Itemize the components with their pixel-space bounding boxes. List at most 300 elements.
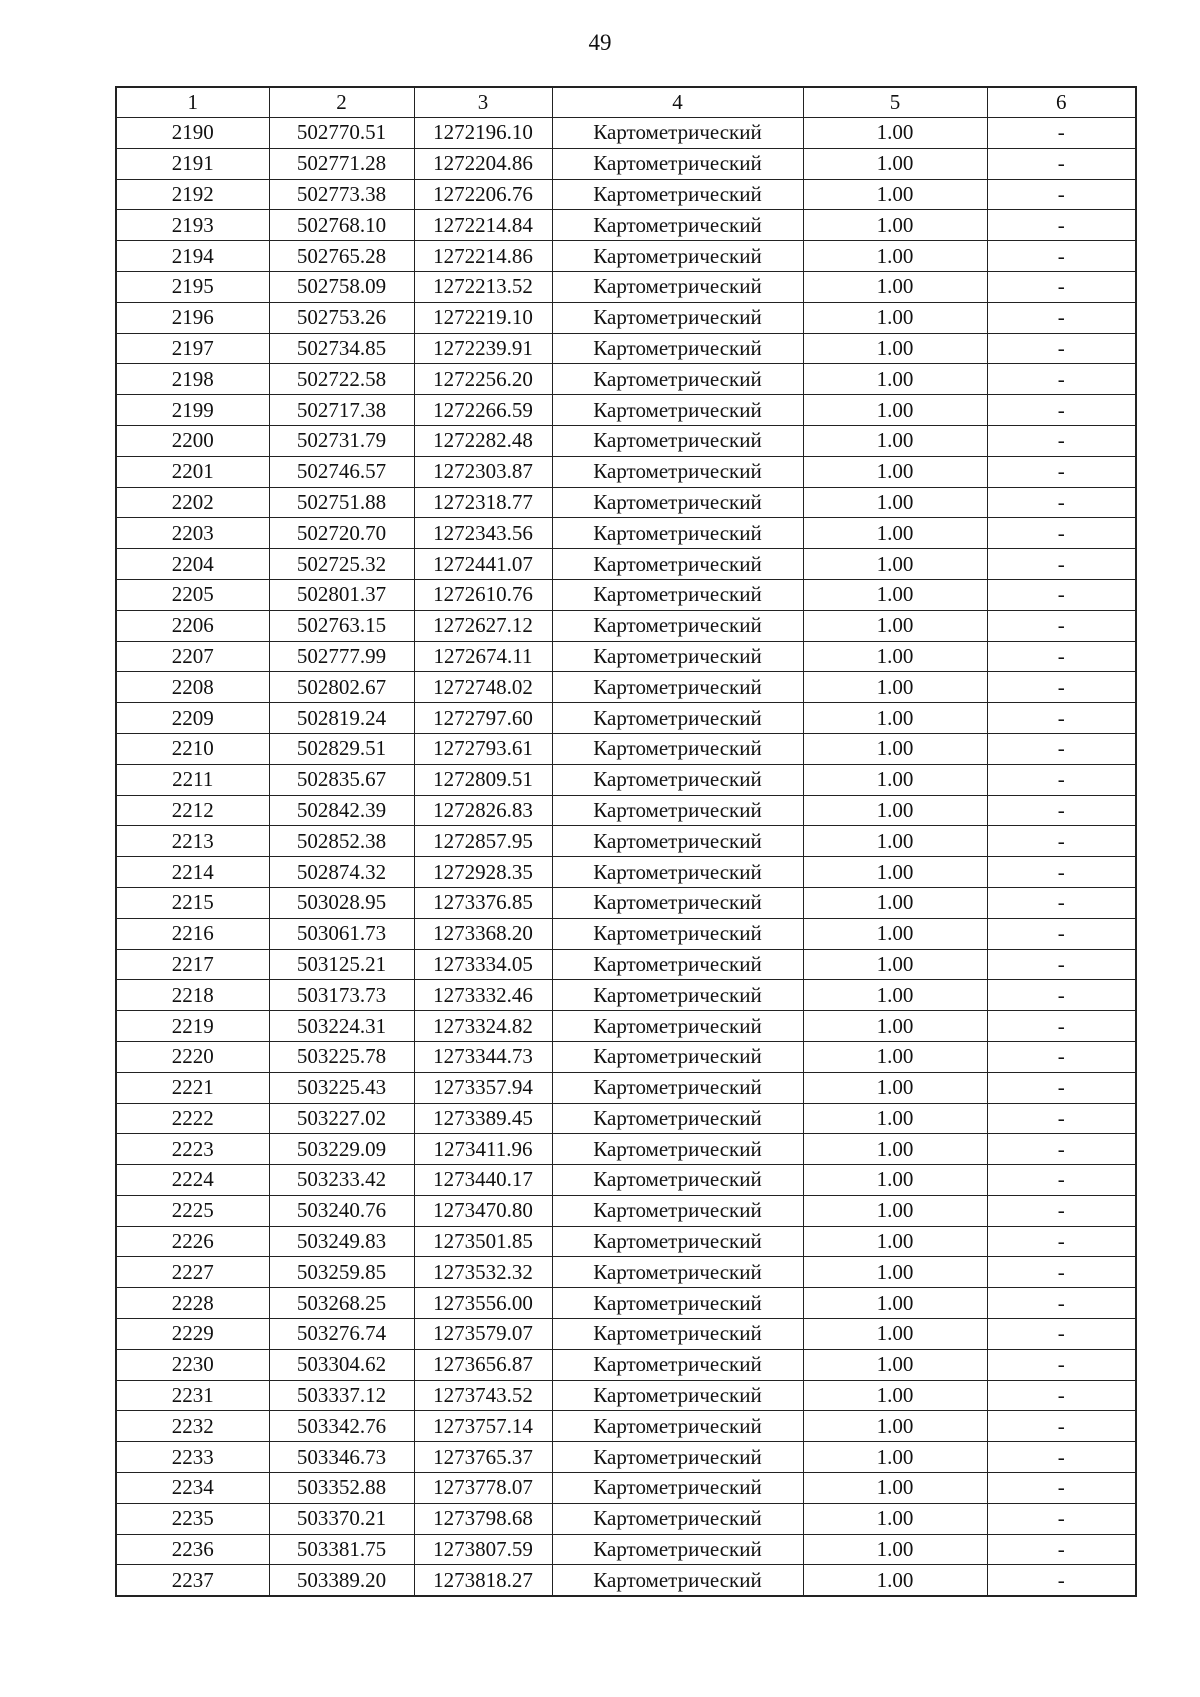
point-number-cell: 2237 [116, 1565, 269, 1596]
x-coordinate-cell: 503370.21 [269, 1503, 414, 1534]
y-coordinate-cell: 1273440.17 [414, 1165, 552, 1196]
accuracy-cell: 1.00 [803, 857, 987, 888]
method-cell: Картометрический [552, 1473, 803, 1504]
column-header-6: 6 [987, 87, 1136, 118]
point-number-cell: 2231 [116, 1380, 269, 1411]
y-coordinate-cell: 1272318.77 [414, 487, 552, 518]
y-coordinate-cell: 1272282.48 [414, 425, 552, 456]
description-cell: - [987, 1041, 1136, 1072]
description-cell: - [987, 271, 1136, 302]
method-cell: Картометрический [552, 118, 803, 149]
accuracy-cell: 1.00 [803, 241, 987, 272]
point-number-cell: 2224 [116, 1165, 269, 1196]
method-cell: Картометрический [552, 241, 803, 272]
y-coordinate-cell: 1273757.14 [414, 1411, 552, 1442]
accuracy-cell: 1.00 [803, 764, 987, 795]
table-row [116, 1226, 1136, 1257]
accuracy-cell: 1.00 [803, 210, 987, 241]
method-cell: Картометрический [552, 487, 803, 518]
method-cell: Картометрический [552, 641, 803, 672]
column-header-4: 4 [552, 87, 803, 118]
accuracy-cell: 1.00 [803, 1503, 987, 1534]
y-coordinate-cell: 1272256.20 [414, 364, 552, 395]
method-cell: Картометрический [552, 1226, 803, 1257]
point-number-cell: 2232 [116, 1411, 269, 1442]
table-row [116, 518, 1136, 549]
description-cell: - [987, 1195, 1136, 1226]
method-cell: Картометрический [552, 733, 803, 764]
method-cell: Картометрический [552, 425, 803, 456]
method-cell: Картометрический [552, 579, 803, 610]
accuracy-cell: 1.00 [803, 1165, 987, 1196]
description-cell: - [987, 1072, 1136, 1103]
y-coordinate-cell: 1272627.12 [414, 610, 552, 641]
y-coordinate-cell: 1273778.07 [414, 1473, 552, 1504]
x-coordinate-cell: 503229.09 [269, 1134, 414, 1165]
description-cell: - [987, 549, 1136, 580]
point-number-cell: 2192 [116, 179, 269, 210]
x-coordinate-cell: 502777.99 [269, 641, 414, 672]
y-coordinate-cell: 1273470.80 [414, 1195, 552, 1226]
y-coordinate-cell: 1273411.96 [414, 1134, 552, 1165]
accuracy-cell: 1.00 [803, 1257, 987, 1288]
point-number-cell: 2235 [116, 1503, 269, 1534]
description-cell: - [987, 210, 1136, 241]
y-coordinate-cell: 1272826.83 [414, 795, 552, 826]
description-cell: - [987, 980, 1136, 1011]
table-row [116, 118, 1136, 149]
description-cell: - [987, 1442, 1136, 1473]
x-coordinate-cell: 502801.37 [269, 579, 414, 610]
point-number-cell: 2195 [116, 271, 269, 302]
description-cell: - [987, 1165, 1136, 1196]
accuracy-cell: 1.00 [803, 579, 987, 610]
accuracy-cell: 1.00 [803, 672, 987, 703]
method-cell: Картометрический [552, 1041, 803, 1072]
y-coordinate-cell: 1273532.32 [414, 1257, 552, 1288]
y-coordinate-cell: 1273501.85 [414, 1226, 552, 1257]
description-cell: - [987, 241, 1136, 272]
table-row [116, 1319, 1136, 1350]
table-row [116, 1442, 1136, 1473]
table-row [116, 549, 1136, 580]
column-header-2: 2 [269, 87, 414, 118]
accuracy-cell: 1.00 [803, 1041, 987, 1072]
table-row [116, 887, 1136, 918]
y-coordinate-cell: 1273324.82 [414, 1011, 552, 1042]
table-row [116, 703, 1136, 734]
point-number-cell: 2236 [116, 1534, 269, 1565]
table-row [116, 1473, 1136, 1504]
accuracy-cell: 1.00 [803, 179, 987, 210]
accuracy-cell: 1.00 [803, 1134, 987, 1165]
x-coordinate-cell: 502802.67 [269, 672, 414, 703]
y-coordinate-cell: 1272239.91 [414, 333, 552, 364]
method-cell: Картометрический [552, 1534, 803, 1565]
point-number-cell: 2193 [116, 210, 269, 241]
table-row [116, 1103, 1136, 1134]
point-number-cell: 2199 [116, 395, 269, 426]
x-coordinate-cell: 502717.38 [269, 395, 414, 426]
x-coordinate-cell: 502829.51 [269, 733, 414, 764]
y-coordinate-cell: 1272797.60 [414, 703, 552, 734]
table-row [116, 456, 1136, 487]
accuracy-cell: 1.00 [803, 703, 987, 734]
y-coordinate-cell: 1272213.52 [414, 271, 552, 302]
description-cell: - [987, 333, 1136, 364]
table-row [116, 1349, 1136, 1380]
y-coordinate-cell: 1272219.10 [414, 302, 552, 333]
description-cell: - [987, 610, 1136, 641]
table-row [116, 949, 1136, 980]
description-cell: - [987, 456, 1136, 487]
point-number-cell: 2228 [116, 1288, 269, 1319]
description-cell: - [987, 518, 1136, 549]
description-cell: - [987, 1473, 1136, 1504]
description-cell: - [987, 733, 1136, 764]
method-cell: Картометрический [552, 918, 803, 949]
accuracy-cell: 1.00 [803, 487, 987, 518]
point-number-cell: 2197 [116, 333, 269, 364]
x-coordinate-cell: 502758.09 [269, 271, 414, 302]
accuracy-cell: 1.00 [803, 918, 987, 949]
point-number-cell: 2200 [116, 425, 269, 456]
accuracy-cell: 1.00 [803, 1195, 987, 1226]
point-number-cell: 2202 [116, 487, 269, 518]
column-header-1: 1 [116, 87, 269, 118]
point-number-cell: 2196 [116, 302, 269, 333]
point-number-cell: 2230 [116, 1349, 269, 1380]
method-cell: Картометрический [552, 1257, 803, 1288]
y-coordinate-cell: 1273656.87 [414, 1349, 552, 1380]
accuracy-cell: 1.00 [803, 333, 987, 364]
description-cell: - [987, 364, 1136, 395]
method-cell: Картометрический [552, 179, 803, 210]
point-number-cell: 2217 [116, 949, 269, 980]
table-row [116, 241, 1136, 272]
method-cell: Картометрический [552, 610, 803, 641]
accuracy-cell: 1.00 [803, 148, 987, 179]
point-number-cell: 2226 [116, 1226, 269, 1257]
x-coordinate-cell: 502819.24 [269, 703, 414, 734]
description-cell: - [987, 703, 1136, 734]
point-number-cell: 2233 [116, 1442, 269, 1473]
y-coordinate-cell: 1272441.07 [414, 549, 552, 580]
x-coordinate-cell: 503352.88 [269, 1473, 414, 1504]
point-number-cell: 2219 [116, 1011, 269, 1042]
accuracy-cell: 1.00 [803, 271, 987, 302]
point-number-cell: 2205 [116, 579, 269, 610]
accuracy-cell: 1.00 [803, 795, 987, 826]
y-coordinate-cell: 1273579.07 [414, 1319, 552, 1350]
x-coordinate-cell: 502746.57 [269, 456, 414, 487]
description-cell: - [987, 118, 1136, 149]
x-coordinate-cell: 503346.73 [269, 1442, 414, 1473]
table-row [116, 1072, 1136, 1103]
y-coordinate-cell: 1273376.85 [414, 887, 552, 918]
accuracy-cell: 1.00 [803, 395, 987, 426]
x-coordinate-cell: 502770.51 [269, 118, 414, 149]
method-cell: Картометрический [552, 148, 803, 179]
accuracy-cell: 1.00 [803, 826, 987, 857]
x-coordinate-cell: 502734.85 [269, 333, 414, 364]
x-coordinate-cell: 503225.43 [269, 1072, 414, 1103]
table-row [116, 179, 1136, 210]
table-row [116, 764, 1136, 795]
y-coordinate-cell: 1272928.35 [414, 857, 552, 888]
method-cell: Картометрический [552, 364, 803, 395]
table-row [116, 980, 1136, 1011]
point-number-cell: 2225 [116, 1195, 269, 1226]
x-coordinate-cell: 503381.75 [269, 1534, 414, 1565]
point-number-cell: 2229 [116, 1319, 269, 1350]
description-cell: - [987, 826, 1136, 857]
description-cell: - [987, 641, 1136, 672]
point-number-cell: 2194 [116, 241, 269, 272]
table-row [116, 1011, 1136, 1042]
table-row [116, 1380, 1136, 1411]
y-coordinate-cell: 1272793.61 [414, 733, 552, 764]
method-cell: Картометрический [552, 1411, 803, 1442]
accuracy-cell: 1.00 [803, 1534, 987, 1565]
x-coordinate-cell: 503268.25 [269, 1288, 414, 1319]
accuracy-cell: 1.00 [803, 456, 987, 487]
point-number-cell: 2213 [116, 826, 269, 857]
accuracy-cell: 1.00 [803, 118, 987, 149]
x-coordinate-cell: 503240.76 [269, 1195, 414, 1226]
point-number-cell: 2190 [116, 118, 269, 149]
method-cell: Картометрический [552, 1503, 803, 1534]
accuracy-cell: 1.00 [803, 1349, 987, 1380]
coordinates-table [115, 86, 1137, 1597]
description-cell: - [987, 887, 1136, 918]
accuracy-cell: 1.00 [803, 610, 987, 641]
accuracy-cell: 1.00 [803, 518, 987, 549]
point-number-cell: 2198 [116, 364, 269, 395]
accuracy-cell: 1.00 [803, 1226, 987, 1257]
method-cell: Картометрический [552, 1134, 803, 1165]
description-cell: - [987, 579, 1136, 610]
description-cell: - [987, 1534, 1136, 1565]
y-coordinate-cell: 1272214.84 [414, 210, 552, 241]
x-coordinate-cell: 503337.12 [269, 1380, 414, 1411]
x-coordinate-cell: 502768.10 [269, 210, 414, 241]
point-number-cell: 2220 [116, 1041, 269, 1072]
y-coordinate-cell: 1273389.45 [414, 1103, 552, 1134]
table-row [116, 826, 1136, 857]
point-number-cell: 2215 [116, 887, 269, 918]
accuracy-cell: 1.00 [803, 302, 987, 333]
description-cell: - [987, 1011, 1136, 1042]
x-coordinate-cell: 503227.02 [269, 1103, 414, 1134]
y-coordinate-cell: 1272748.02 [414, 672, 552, 703]
description-cell: - [987, 672, 1136, 703]
table-row [116, 210, 1136, 241]
x-coordinate-cell: 503233.42 [269, 1165, 414, 1196]
accuracy-cell: 1.00 [803, 364, 987, 395]
description-cell: - [987, 764, 1136, 795]
description-cell: - [987, 1319, 1136, 1350]
y-coordinate-cell: 1272809.51 [414, 764, 552, 795]
accuracy-cell: 1.00 [803, 1565, 987, 1596]
description-cell: - [987, 918, 1136, 949]
method-cell: Картометрический [552, 1565, 803, 1596]
method-cell: Картометрический [552, 456, 803, 487]
table-row [116, 1134, 1136, 1165]
y-coordinate-cell: 1273334.05 [414, 949, 552, 980]
x-coordinate-cell: 503259.85 [269, 1257, 414, 1288]
table-row [116, 487, 1136, 518]
description-cell: - [987, 1380, 1136, 1411]
y-coordinate-cell: 1273556.00 [414, 1288, 552, 1319]
point-number-cell: 2214 [116, 857, 269, 888]
description-cell: - [987, 1503, 1136, 1534]
method-cell: Картометрический [552, 1349, 803, 1380]
method-cell: Картометрический [552, 1380, 803, 1411]
table-row [116, 1041, 1136, 1072]
y-coordinate-cell: 1273807.59 [414, 1534, 552, 1565]
description-cell: - [987, 302, 1136, 333]
point-number-cell: 2216 [116, 918, 269, 949]
column-header-3: 3 [414, 87, 552, 118]
method-cell: Картометрический [552, 1103, 803, 1134]
x-coordinate-cell: 503276.74 [269, 1319, 414, 1350]
y-coordinate-cell: 1272204.86 [414, 148, 552, 179]
method-cell: Картометрический [552, 1288, 803, 1319]
x-coordinate-cell: 502731.79 [269, 425, 414, 456]
description-cell: - [987, 179, 1136, 210]
table-row [116, 1503, 1136, 1534]
y-coordinate-cell: 1273332.46 [414, 980, 552, 1011]
accuracy-cell: 1.00 [803, 1011, 987, 1042]
method-cell: Картометрический [552, 302, 803, 333]
method-cell: Картометрический [552, 857, 803, 888]
y-coordinate-cell: 1273765.37 [414, 1442, 552, 1473]
method-cell: Картометрический [552, 795, 803, 826]
table-row [116, 1565, 1136, 1596]
table-row [116, 857, 1136, 888]
method-cell: Картометрический [552, 672, 803, 703]
point-number-cell: 2203 [116, 518, 269, 549]
x-coordinate-cell: 502835.67 [269, 764, 414, 795]
table-row [116, 425, 1136, 456]
x-coordinate-cell: 503389.20 [269, 1565, 414, 1596]
point-number-cell: 2210 [116, 733, 269, 764]
method-cell: Картометрический [552, 549, 803, 580]
table-row [116, 1411, 1136, 1442]
x-coordinate-cell: 503028.95 [269, 887, 414, 918]
table-header-row [116, 87, 1136, 118]
description-cell: - [987, 1349, 1136, 1380]
y-coordinate-cell: 1273368.20 [414, 918, 552, 949]
table-row [116, 1195, 1136, 1226]
method-cell: Картометрический [552, 764, 803, 795]
accuracy-cell: 1.00 [803, 1473, 987, 1504]
table-row [116, 333, 1136, 364]
accuracy-cell: 1.00 [803, 887, 987, 918]
table-row [116, 610, 1136, 641]
method-cell: Картометрический [552, 949, 803, 980]
description-cell: - [987, 1226, 1136, 1257]
description-cell: - [987, 425, 1136, 456]
x-coordinate-cell: 503225.78 [269, 1041, 414, 1072]
description-cell: - [987, 1134, 1136, 1165]
point-number-cell: 2222 [116, 1103, 269, 1134]
description-cell: - [987, 1103, 1136, 1134]
x-coordinate-cell: 502753.26 [269, 302, 414, 333]
accuracy-cell: 1.00 [803, 1103, 987, 1134]
y-coordinate-cell: 1272266.59 [414, 395, 552, 426]
accuracy-cell: 1.00 [803, 1442, 987, 1473]
column-header-5: 5 [803, 87, 987, 118]
method-cell: Картометрический [552, 703, 803, 734]
table-body [116, 118, 1136, 1597]
point-number-cell: 2204 [116, 549, 269, 580]
point-number-cell: 2206 [116, 610, 269, 641]
table-row [116, 364, 1136, 395]
x-coordinate-cell: 502720.70 [269, 518, 414, 549]
point-number-cell: 2201 [116, 456, 269, 487]
method-cell: Картометрический [552, 1011, 803, 1042]
accuracy-cell: 1.00 [803, 425, 987, 456]
point-number-cell: 2218 [116, 980, 269, 1011]
method-cell: Картометрический [552, 980, 803, 1011]
table-row [116, 148, 1136, 179]
description-cell: - [987, 1411, 1136, 1442]
accuracy-cell: 1.00 [803, 641, 987, 672]
point-number-cell: 2191 [116, 148, 269, 179]
y-coordinate-cell: 1272214.86 [414, 241, 552, 272]
y-coordinate-cell: 1272303.87 [414, 456, 552, 487]
description-cell: - [987, 1257, 1136, 1288]
table-row [116, 1288, 1136, 1319]
accuracy-cell: 1.00 [803, 1319, 987, 1350]
point-number-cell: 2227 [116, 1257, 269, 1288]
description-cell: - [987, 857, 1136, 888]
y-coordinate-cell: 1272674.11 [414, 641, 552, 672]
method-cell: Картометрический [552, 395, 803, 426]
table-row [116, 641, 1136, 672]
y-coordinate-cell: 1272343.56 [414, 518, 552, 549]
point-number-cell: 2223 [116, 1134, 269, 1165]
y-coordinate-cell: 1273818.27 [414, 1565, 552, 1596]
y-coordinate-cell: 1273357.94 [414, 1072, 552, 1103]
description-cell: - [987, 1288, 1136, 1319]
x-coordinate-cell: 503224.31 [269, 1011, 414, 1042]
table-row [116, 395, 1136, 426]
x-coordinate-cell: 502773.38 [269, 179, 414, 210]
y-coordinate-cell: 1273344.73 [414, 1041, 552, 1072]
description-cell: - [987, 148, 1136, 179]
x-coordinate-cell: 502771.28 [269, 148, 414, 179]
accuracy-cell: 1.00 [803, 549, 987, 580]
accuracy-cell: 1.00 [803, 1380, 987, 1411]
description-cell: - [987, 487, 1136, 518]
method-cell: Картометрический [552, 1165, 803, 1196]
method-cell: Картометрический [552, 271, 803, 302]
table-row [116, 918, 1136, 949]
x-coordinate-cell: 502842.39 [269, 795, 414, 826]
table-row [116, 302, 1136, 333]
point-number-cell: 2208 [116, 672, 269, 703]
table-row [116, 579, 1136, 610]
x-coordinate-cell: 502852.38 [269, 826, 414, 857]
x-coordinate-cell: 502765.28 [269, 241, 414, 272]
method-cell: Картометрический [552, 210, 803, 241]
y-coordinate-cell: 1273743.52 [414, 1380, 552, 1411]
page-number: 49 [588, 30, 612, 55]
x-coordinate-cell: 502751.88 [269, 487, 414, 518]
